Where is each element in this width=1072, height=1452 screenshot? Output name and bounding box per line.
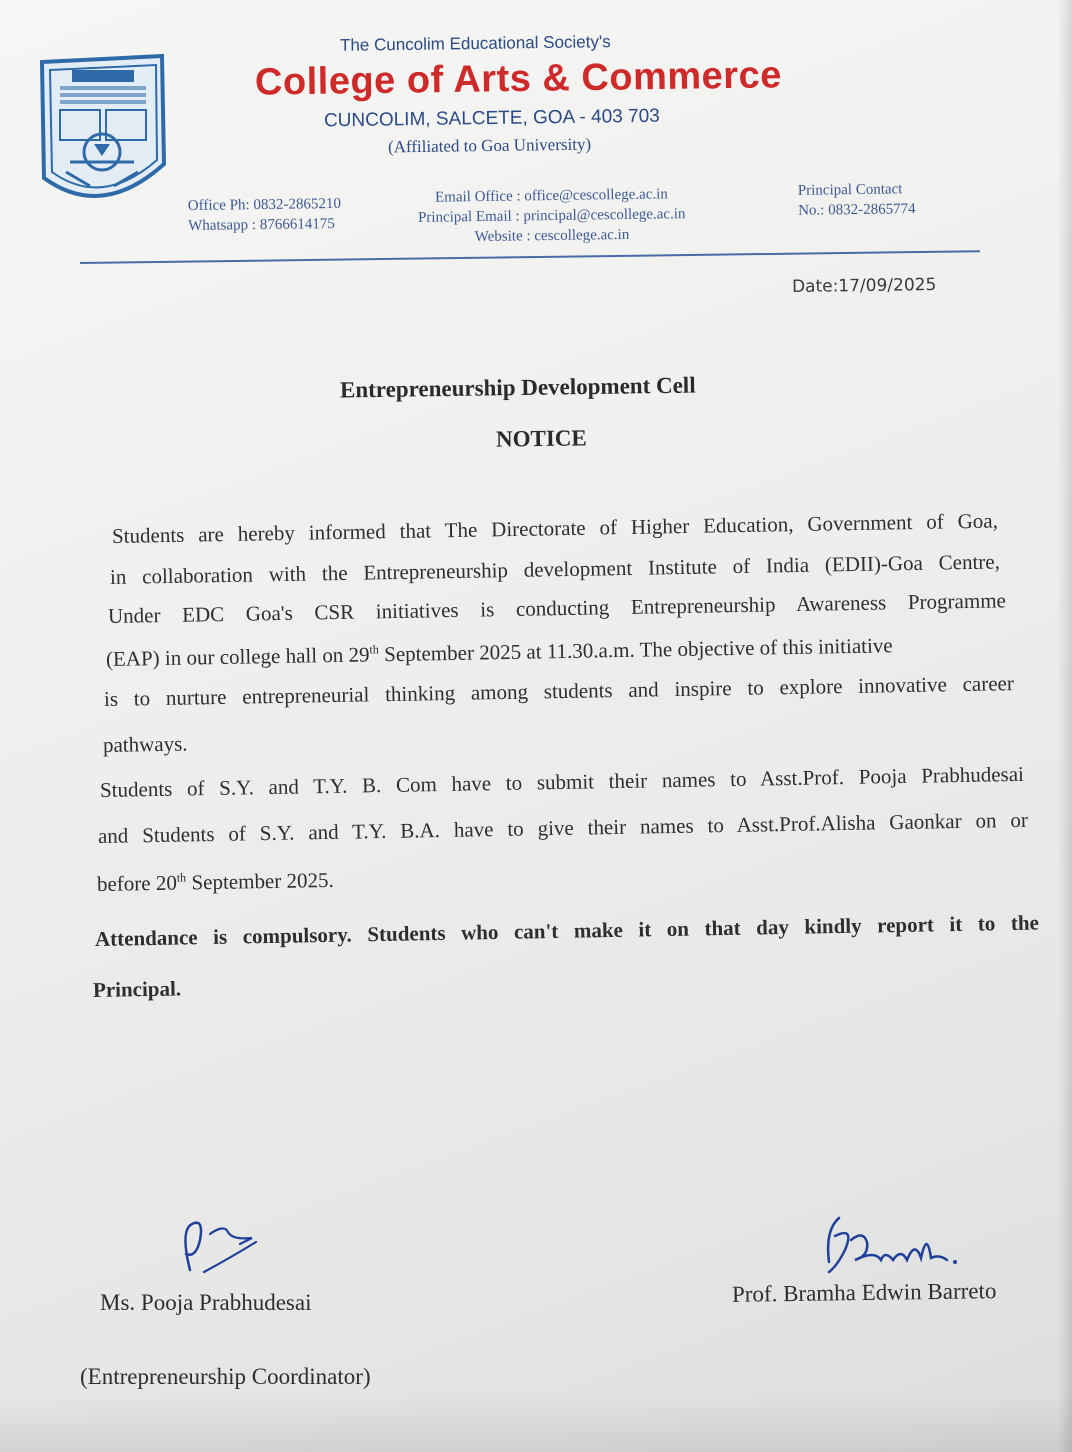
notice-heading: NOTICE — [495, 425, 587, 452]
paragraph-line: Students are hereby informed that The Directorate of Higher Education, Government of Goa, — [111, 508, 999, 548]
college-logo-icon — [30, 52, 170, 212]
paragraph-line: Principal. — [92, 976, 182, 1002]
principal-contact-number: No.: 0832-2865774 — [798, 201, 916, 219]
notice-date: Date:17/09/2025 — [791, 274, 937, 298]
paragraph-line: pathways. — [102, 731, 188, 757]
superscript: th — [369, 642, 379, 657]
paragraph-line: Attendance is compulsory. Students who can't make it on that day kindly report it to the — [94, 910, 1040, 951]
office-phone: Office Ph: 0832-2865210 — [187, 195, 342, 215]
affiliation: (Affiliated to Goa University) — [387, 134, 592, 157]
coordinator-signature-icon — [170, 1210, 270, 1290]
coordinator-role: (Entrepreneurship Coordinator) — [80, 1364, 371, 1389]
paragraph-line: in collaboration with the Entrepreneurship development Institute of India (EDII)-Goa Centre, — [109, 549, 1001, 589]
coordinator-name: Ms. Pooja Prabhudesai — [100, 1290, 312, 1315]
cell-title: Entrepreneurship Development Cell — [339, 372, 696, 403]
college-address: CUNCOLIM, SALCETE, GOA - 403 703 — [323, 105, 660, 132]
principal-contact — [798, 179, 916, 221]
header-divider — [80, 250, 980, 264]
paragraph-line — [97, 868, 334, 897]
paragraph-line: Students of S.Y. and T.Y. B. Com have to submit their names to Asst.Prof. Pooja Prabhudesai — [99, 761, 1025, 802]
college-name: College of Arts & Commerce — [254, 54, 783, 104]
text-run: before 20 — [96, 870, 178, 896]
office-email: Email Office : office@cescollege.ac.in — [434, 186, 668, 206]
whatsapp-number: Whatsapp : 8766614175 — [188, 216, 335, 235]
superscript: th — [176, 870, 187, 885]
office-contact — [188, 194, 342, 236]
email-contact — [418, 184, 686, 248]
principal-contact-label: Principal Contact — [797, 181, 903, 199]
text-run: (EAP) in our college hall on 29 — [105, 642, 370, 671]
paper-edge-shadow — [1058, 0, 1072, 1452]
paragraph-line — [106, 633, 893, 672]
principal-name: Prof. Bramha Edwin Barreto — [731, 1278, 997, 1307]
society-name: The Cuncolim Educational Society's — [339, 32, 611, 55]
text-run: September 2025 at 11.30.a.m. The objective of this initiative — [378, 633, 893, 667]
paragraph-line: Under EDC Goa's CSR initiatives is conducting Entrepreneurship Awareness Programme — [107, 588, 1007, 628]
text-run: September 2025. — [186, 867, 334, 895]
paper-bottom-shadow — [0, 1392, 1072, 1452]
paragraph-line: and Students of S.Y. and T.Y. B.A. have to give their names to Asst.Prof.Alisha Gaonkar on or — [97, 807, 1029, 848]
principal-signature-icon — [815, 1210, 975, 1285]
paragraph-line: is to nurture entrepreneurial thinking among students and inspire to explore innovative career — [103, 671, 1015, 711]
website: Website : cescollege.ac.in — [474, 226, 630, 246]
principal-email: Principal Email : principal@cescollege.ac.in — [417, 206, 686, 226]
